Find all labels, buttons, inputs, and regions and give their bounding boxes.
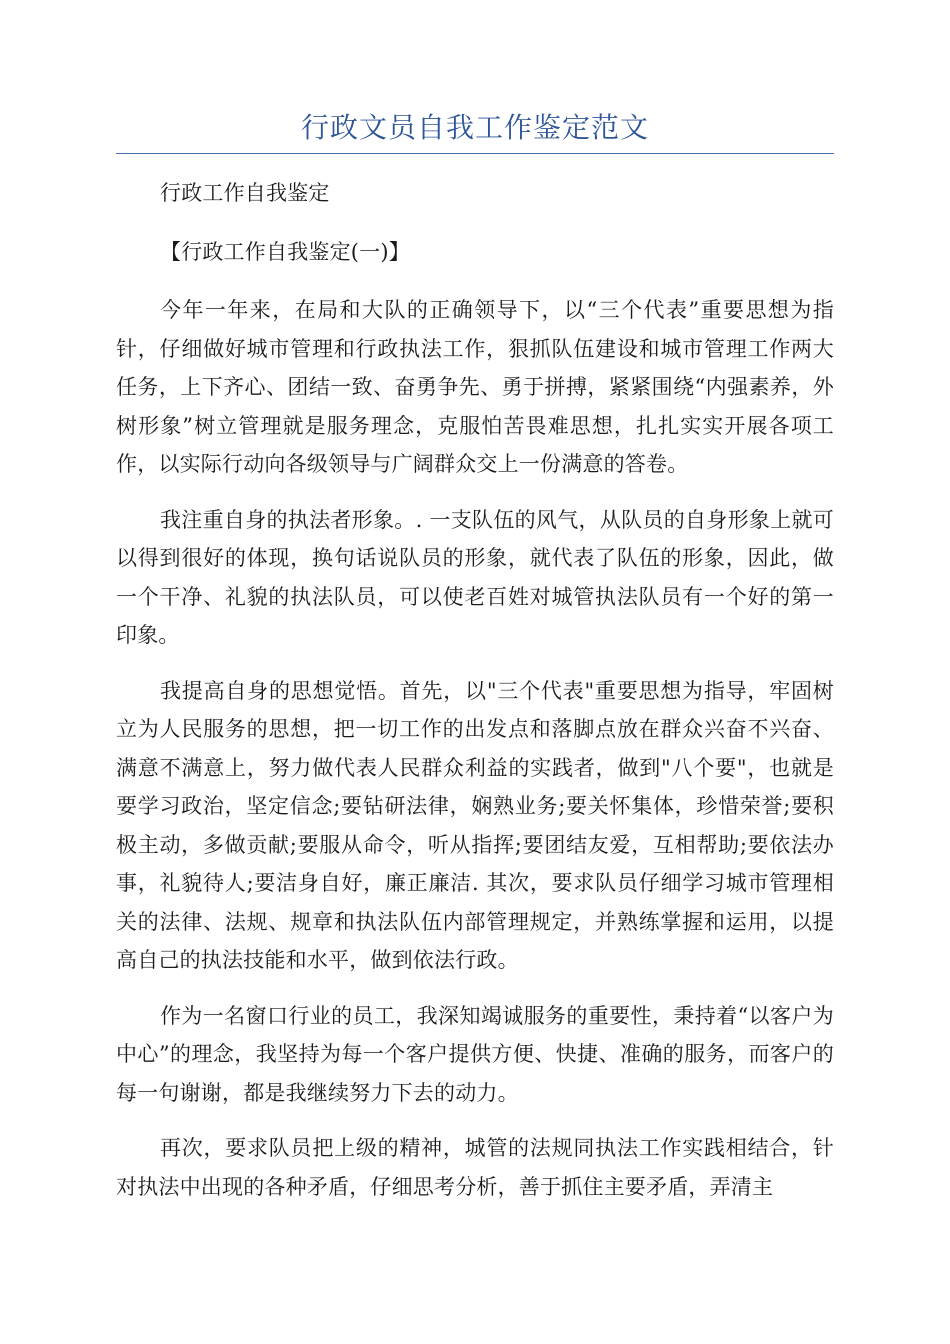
body-paragraph: 我提高自身的思想觉悟。首先，以"三个代表"重要思想为指导，牢固树立为人民服务的思想，把一切工作的出发点和落脚点放在群众兴奋不兴奋、满意不满意上，努力做代表人民群众利益的实践者，做到"八个要"，也就是要学习政治，坚定信念;要钻研法律，娴熟业务;要关怀集体，珍惜荣誉;要积极主动，多做贡献;要服从命令，听从指挥;要团结友爱，互相帮助;要依法办事，礼貌待人;要洁身自好，廉正廉洁. 其次，要求队员仔细学习城市管理相关的法律、法规、规章和执法队伍内部管理规定，并熟练掌握和运用，以提高自己的执法技能和水平，做到依法行政。 [116, 678, 834, 972]
body-paragraph: 作为一名窗口行业的员工，我深知竭诚服务的重要性，秉持着“以客户为中心”的理念，我坚持为每一个客户提供方便、快捷、准确的服务，而客户的每一句谢谢，都是我继续努力下去的动力。 [116, 1003, 834, 1105]
subsection-heading: 【行政工作自我鉴定(一)】 [160, 239, 410, 264]
title-divider [116, 153, 834, 154]
section-heading: 行政工作自我鉴定 [160, 181, 330, 205]
body-paragraph: 今年一年来，在局和大队的正确领导下，以“三个代表”重要思想为指针，仔细做好城市管理和行政执法工作，狠抓队伍建设和城市管理工作两大任务，上下齐心、团结一致、奋勇争先、勇于拼搏，紧紧围绕“内强素养，外树形象”树立管理就是服务理念，克服怕苦畏难思想，扎扎实实开展各项工作，以实际行动向各级领导与广阔群众交上一份满意的答卷。 [116, 298, 834, 476]
body-paragraph: 我注重自身的执法者形象。. 一支队伍的风气，从队员的自身形象上就可以得到很好的体现，换句话说队员的形象，就代表了队伍的形象，因此，做一个干净、礼貌的执法队员，可以使老百姓对城管执法队员有一个好的第一印象。 [116, 507, 834, 647]
document-title: 行政文员自我工作鉴定范文 [300, 111, 649, 144]
body-paragraph: 再次，要求队员把上级的精神，城管的法规同执法工作实践相结合，针对执法中出现的各种矛盾，仔细思考分析，善于抓住主要矛盾，弄清主 [116, 1136, 834, 1199]
document-body [116, 174, 834, 1223]
